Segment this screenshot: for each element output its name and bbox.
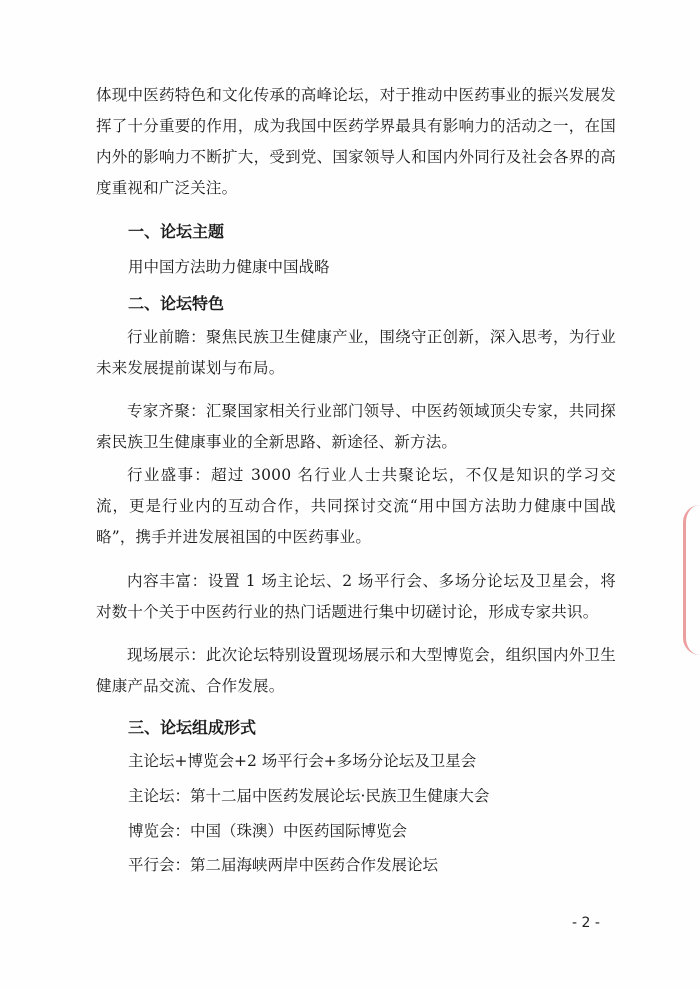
section-heading-format: 三、论坛组成形式 bbox=[128, 718, 257, 737]
feature-item: 现场展示：此次论坛特别设置现场展示和大型博览会，组织国内外卫生健康产品交流、合作发展。 bbox=[96, 646, 616, 695]
feature-item: 行业盛事：超过 3000 名行业人士共聚论坛，不仅是知识的学习交流，更是行业内的互动合作，共同探讨交流“用中国方法助力健康中国战略”，携手并进发展祖国的中医药事业。 bbox=[96, 466, 616, 546]
section-heading-features: 二、论坛特色 bbox=[128, 294, 225, 313]
intro-paragraph: 体现中医药特色和文化传承的高峰论坛，对于推动中医药事业的振兴发展发挥了十分重要的作用，成为我国中医药学界最具有影响力的活动之一，在国内外的影响力不断扩大，受到党、国家领导人和国内外同行及社会各界的高度重视和广泛关注。 bbox=[96, 86, 616, 197]
red-seal-edge bbox=[683, 505, 700, 655]
section-heading-theme: 一、论坛主题 bbox=[128, 222, 225, 241]
format-line: 博览会：中国（珠澳）中医药国际博览会 bbox=[128, 822, 408, 840]
theme-content: 用中国方法助力健康中国战略 bbox=[128, 258, 330, 276]
feature-item: 内容丰富：设置 1 场主论坛、2 场平行会、多场分论坛及卫星会，将对数十个关于中医药行业的热门话题进行集中切磋讨论，形成专家共识。 bbox=[96, 572, 616, 621]
format-line: 主论坛：第十二届中医药发展论坛·民族卫生健康大会 bbox=[128, 787, 490, 805]
format-line: 平行会：第二届海峡两岸中医药合作发展论坛 bbox=[128, 856, 439, 874]
page-number: - 2 - bbox=[572, 915, 600, 931]
feature-item: 行业前瞻：聚焦民族卫生健康产业，围绕守正创新，深入思考，为行业未来发展提前谋划与布局。 bbox=[96, 328, 616, 377]
format-line: 主论坛+博览会+2 场平行会+多场分论坛及卫星会 bbox=[128, 752, 477, 770]
feature-item: 专家齐聚：汇聚国家相关行业部门领导、中医药领域顶尖专家，共同探索民族卫生健康事业的全新思路、新途径、新方法。 bbox=[96, 402, 616, 451]
